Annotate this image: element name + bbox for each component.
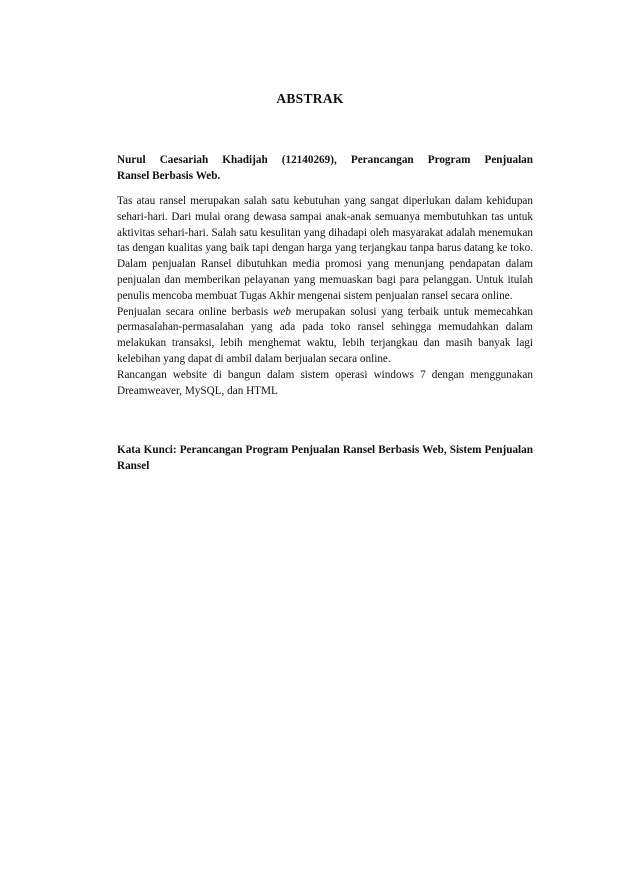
paragraph-2-start: Penjualan secara online berbasis bbox=[117, 305, 273, 318]
paragraph-3: Rancangan website di bangun dalam sistem operasi windows 7 dengan menggunakan Dreamweaver, MySQL, dan HTML bbox=[117, 368, 533, 397]
paragraph-2-emphasis: web bbox=[272, 305, 291, 318]
author-heading-line2: Ransel Berbasis Web. bbox=[117, 169, 221, 182]
paragraph-1: Tas atau ransel merupakan salah satu kebutuhan yang sangat diperlukan dalam kehidupan sehari-hari. Dari mulai orang dewasa sampai anak-anak semuanya membutuhkan tas untuk aktivitas sehari-hari. Salah satu kesulitan yang dihadapi oleh masyarakat adalah menemukan tas dengan kualitas yang baik tapi dengan harga yang terjangkau tanpa harus datang ke toko. Dalam penjualan Ransel dibutuhkan media promosi yang menunjang pendapatan dalam penjualan dan memberikan pelayanan yang memuaskan bagi para pelanggan. Untuk itulah penulis mencoba membuat Tugas Akhir mengenai sistem penjualan ransel secara online. bbox=[117, 195, 533, 302]
keywords: Kata Kunci: Perancangan Program Penjualan Ransel Berbasis Web, Sistem Penjualan Ransel bbox=[117, 444, 533, 472]
paragraph-2 bbox=[117, 305, 533, 368]
author-heading-line1: Nurul Caesariah Khadijah (12140269), Perancangan Program Penjualan bbox=[117, 154, 533, 166]
author-heading bbox=[117, 153, 533, 185]
page-title: ABSTRAK bbox=[276, 91, 344, 106]
paragraph-2-end: merupakan solusi yang terbaik untuk memecahkan permasalahan-permasalahan yang ada pada toko ransel sehingga memudahkan dalam melakukan transaksi, lebih menghemat waktu, lebih terjangkau dan masih banyak lagi kelebihan yang dapat di ambil dalam berjualan secara online. bbox=[117, 305, 533, 365]
abstract-body bbox=[117, 194, 533, 399]
